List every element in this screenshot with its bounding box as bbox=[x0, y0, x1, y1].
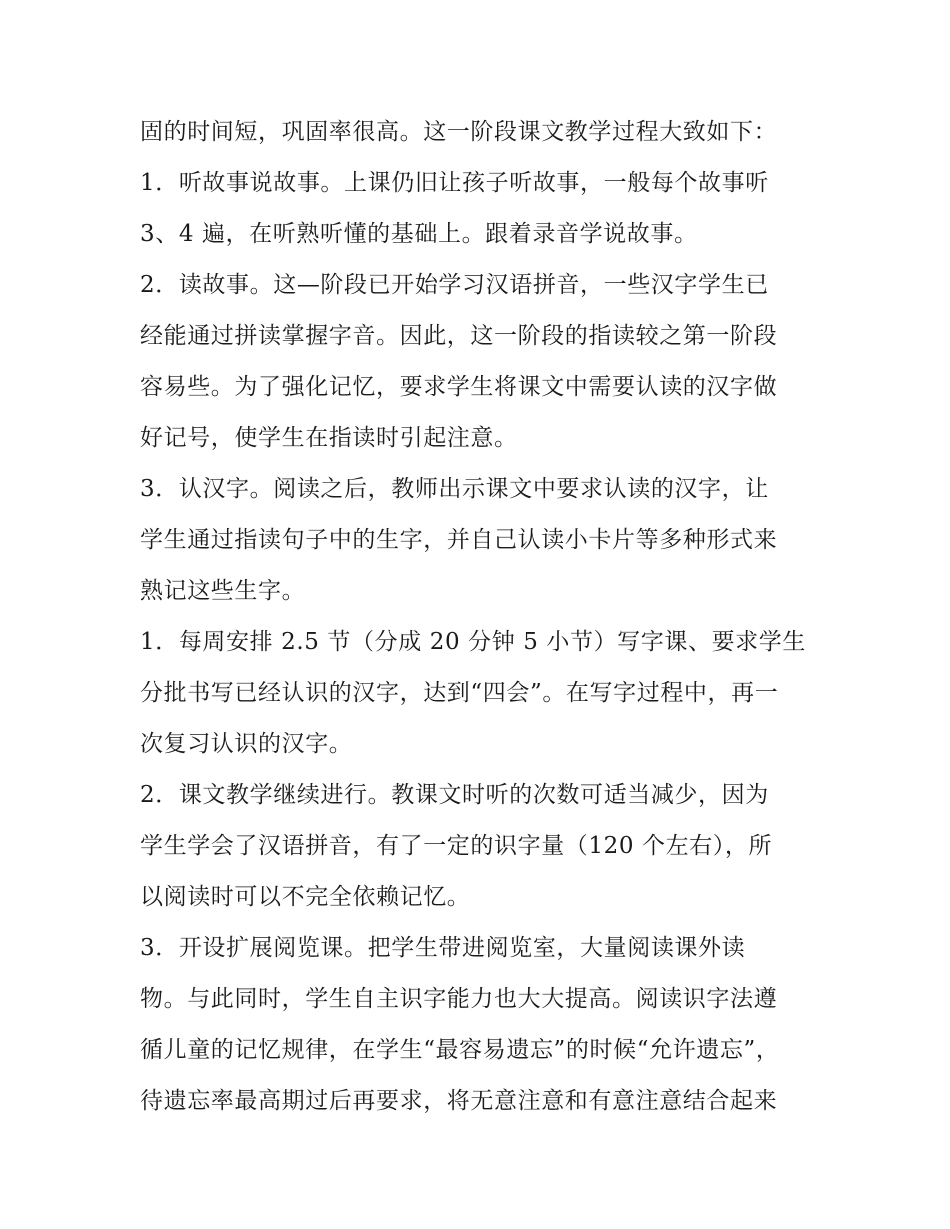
text-line-1: 固的时间短，巩固率很高。这一阶段课文教学过程大致如下： bbox=[140, 119, 778, 145]
text-line-5: 经能通过拼读掌握字音。因此，这一阶段的指读较之第一阶段 bbox=[140, 323, 778, 349]
text-line-19: 循儿童的记忆规律，在学生“最容易遗忘”的时候“允许遗忘”， bbox=[140, 1037, 780, 1063]
text-line-4: 2．读故事。这—阶段已开始学习汉语拼音，一些汉字学生已 bbox=[140, 272, 769, 298]
text-line-2: 1．听故事说故事。上课仍旧让孩子听故事，一般每个故事听 bbox=[140, 170, 769, 196]
text-line-13: 次复习认识的汉字。 bbox=[140, 731, 353, 757]
text-line-10: 熟记这些生字。 bbox=[140, 578, 306, 604]
text-line-20: 待遗忘率最高期过后再要求，将无意注意和有意注意结合起来 bbox=[140, 1088, 778, 1114]
text-line-16: 以阅读时可以不完全依赖记忆。 bbox=[140, 884, 471, 910]
text-line-18: 物。与此同时，学生自主识字能力也大大提高。阅读识字法遵 bbox=[140, 986, 778, 1012]
body-text bbox=[140, 107, 820, 1127]
text-line-9: 学生通过指读句子中的生字，并自己认读小卡片等多种形式来 bbox=[140, 527, 778, 553]
text-line-7: 好记号，使学生在指读时引起注意。 bbox=[140, 425, 518, 451]
text-line-11: 1．每周安排 2.5 节（分成 20 分钟 5 小节）写字课、要求学生 bbox=[140, 629, 806, 655]
text-line-12: 分批书写已经认识的汉字，达到“四会”。在写字过程中，再一 bbox=[140, 680, 779, 706]
text-line-15: 学生学会了汉语拼音，有了一定的识字量（120 个左右），所 bbox=[140, 833, 773, 859]
text-line-6: 容易些。为了强化记忆，要求学生将课文中需要认读的汉字做 bbox=[140, 374, 778, 400]
text-line-14: 2．课文教学继续进行。教课文时听的次数可适当减少，因为 bbox=[140, 782, 769, 808]
text-line-17: 3．开设扩展阅览课。把学生带进阅览室，大量阅读课外读 bbox=[140, 935, 746, 961]
text-line-3: 3、4 遍，在听熟听懂的基础上。跟着录音学说故事。 bbox=[140, 221, 698, 247]
text-line-8: 3．认汉字。阅读之后，教师出示课文中要求认读的汉字，让 bbox=[140, 476, 769, 502]
